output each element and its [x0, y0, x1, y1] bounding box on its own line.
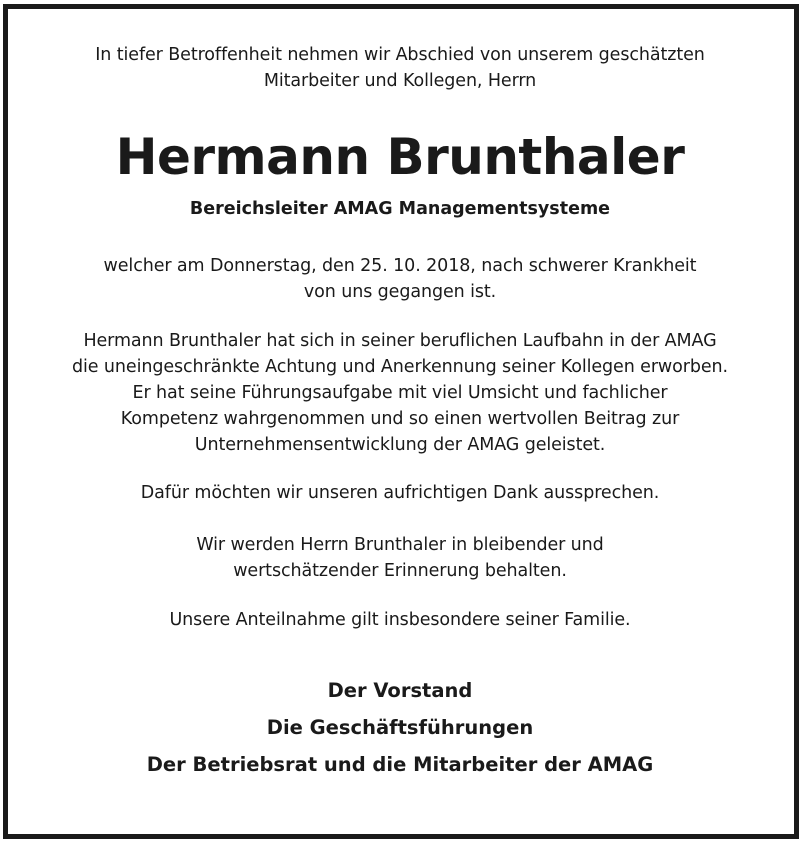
- family-condolence-text: Unsere Anteilnahme gilt insbesondere seiner Familie.: [169, 610, 631, 630]
- death-notice-line-1: welcher am Donnerstag, den 25. 10. 2018, nach schwerer Krankheit: [103, 256, 697, 276]
- intro-text: [0, 42, 800, 94]
- memory-line-2: wertschätzender Erinnerung behalten.: [233, 561, 567, 581]
- intro-line-2: Mitarbeiter und Kollegen, Herrn: [263, 71, 537, 91]
- thanks-text: Dafür möchten wir unseren aufrichtigen Dank aussprechen.: [140, 483, 660, 503]
- signatory-works-council-staff: Der Betriebsrat und die Mitarbeiter der AMAG: [146, 753, 654, 776]
- memory-line-1: Wir werden Herrn Brunthaler in bleibender und: [196, 535, 604, 555]
- memory-text: [0, 532, 800, 584]
- career-line-2: die uneingeschränkte Achtung und Anerkennung seiner Kollegen erworben.: [72, 357, 728, 377]
- career-line-5: Unternehmensentwicklung der AMAG geleistet.: [194, 435, 606, 455]
- death-notice-line-2: von uns gegangen ist.: [303, 282, 497, 302]
- deceased-name: Hermann Brunthaler: [115, 128, 685, 186]
- deceased-position: Bereichsleiter AMAG Managementsysteme: [189, 199, 611, 219]
- signatory-board: Der Vorstand: [327, 679, 473, 702]
- career-line-1: Hermann Brunthaler hat sich in seiner beruflichen Laufbahn in der AMAG: [83, 331, 717, 351]
- career-line-3: Er hat seine Führungsaufgabe mit viel Umsicht und fachlicher: [132, 383, 668, 403]
- signatory-management: Die Geschäftsführungen: [266, 716, 534, 739]
- intro-line-1: In tiefer Betroffenheit nehmen wir Abschied von unserem geschätzten: [95, 45, 705, 65]
- career-text: [0, 328, 800, 458]
- death-notice-text: [0, 253, 800, 305]
- career-line-4: Kompetenz wahrgenommen und so einen wertvollen Beitrag zur: [120, 409, 680, 429]
